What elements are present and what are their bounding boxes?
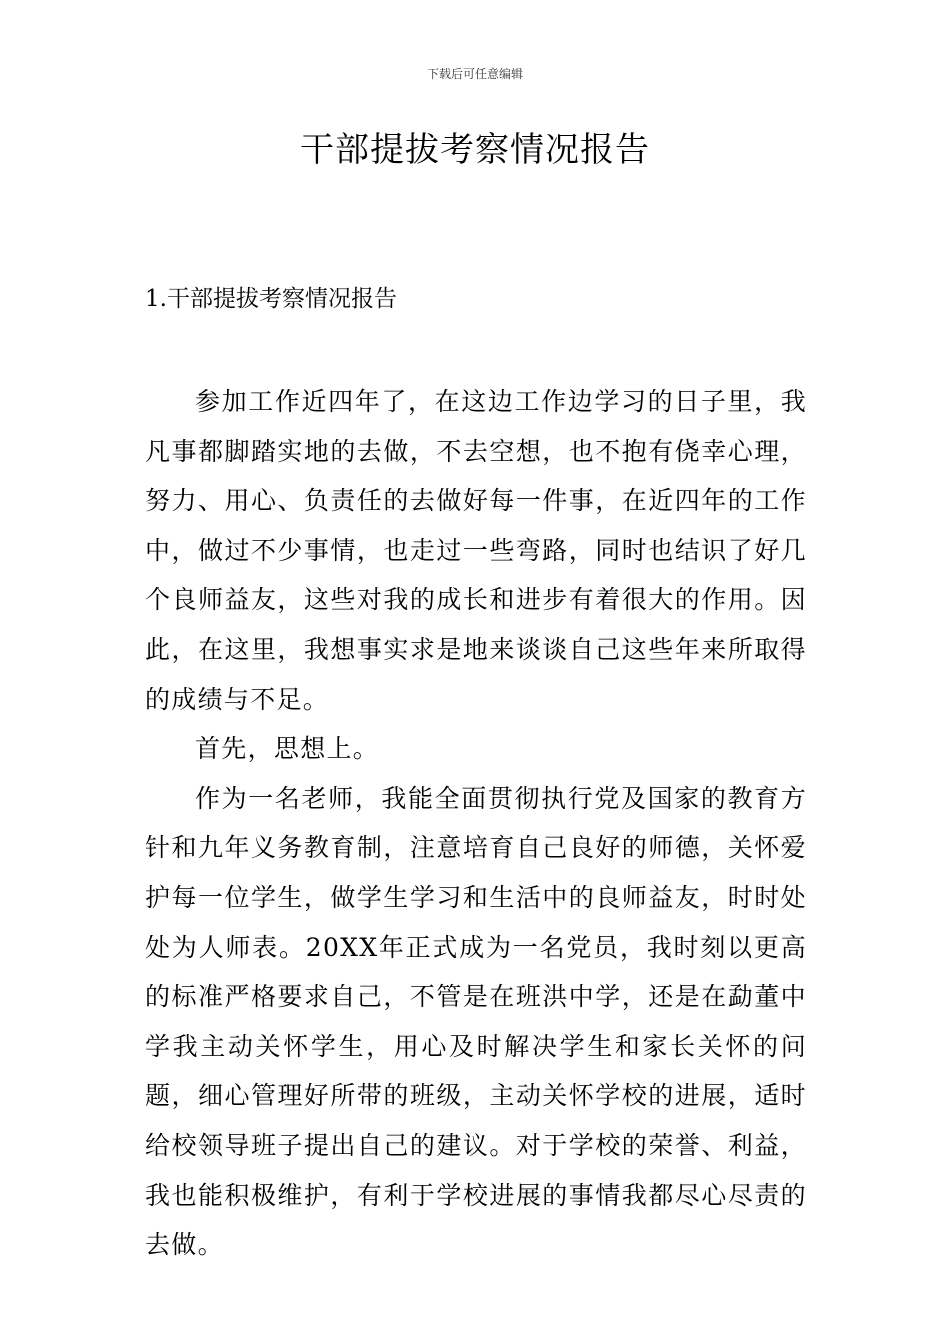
document-body	[145, 377, 807, 1270]
paragraph-intro: 参加工作近四年了，在这边工作边学习的日子里，我凡事都脚踏实地的去做，不去空想，也不抱有侥幸心理，努力、用心、负责任的去做好每一件事，在近四年的工作中，做过不少事情，也走过一些弯路，同时也结识了好几个良师益友，这些对我的成长和进步有着很大的作用。因此，在这里，我想事实求是地来谈谈自己这些年来所取得的成绩与不足。	[145, 387, 807, 714]
section-heading: 1.干部提拔考察情况报告	[145, 286, 397, 312]
paragraph-teacher-role: 作为一名老师，我能全面贯彻执行党及国家的教育方针和九年义务教育制，注意培育自己良好的师德，关怀爱护每一位学生，做学生学习和生活中的良师益友，时时处处为人师表。20XX年正式成为一名党员，我时刻以更高的标准严格要求自己，不管是在班洪中学，还是在勐董中学我主动关怀学生，用心及时解决学生和家长关怀的问题，细心管理好所带的班级，主动关怀学校的进展，适时给校领导班子提出自己的建议。对于学校的荣誉、利益，我也能积极维护，有利于学校进展的事情我都尽心尽责的去做。	[145, 783, 807, 1260]
page-header-note: 下载后可任意编辑	[426, 67, 523, 81]
document-title: 干部提拔考察情况报告	[300, 130, 650, 170]
paragraph-thought-heading: 首先，思想上。	[195, 734, 380, 764]
